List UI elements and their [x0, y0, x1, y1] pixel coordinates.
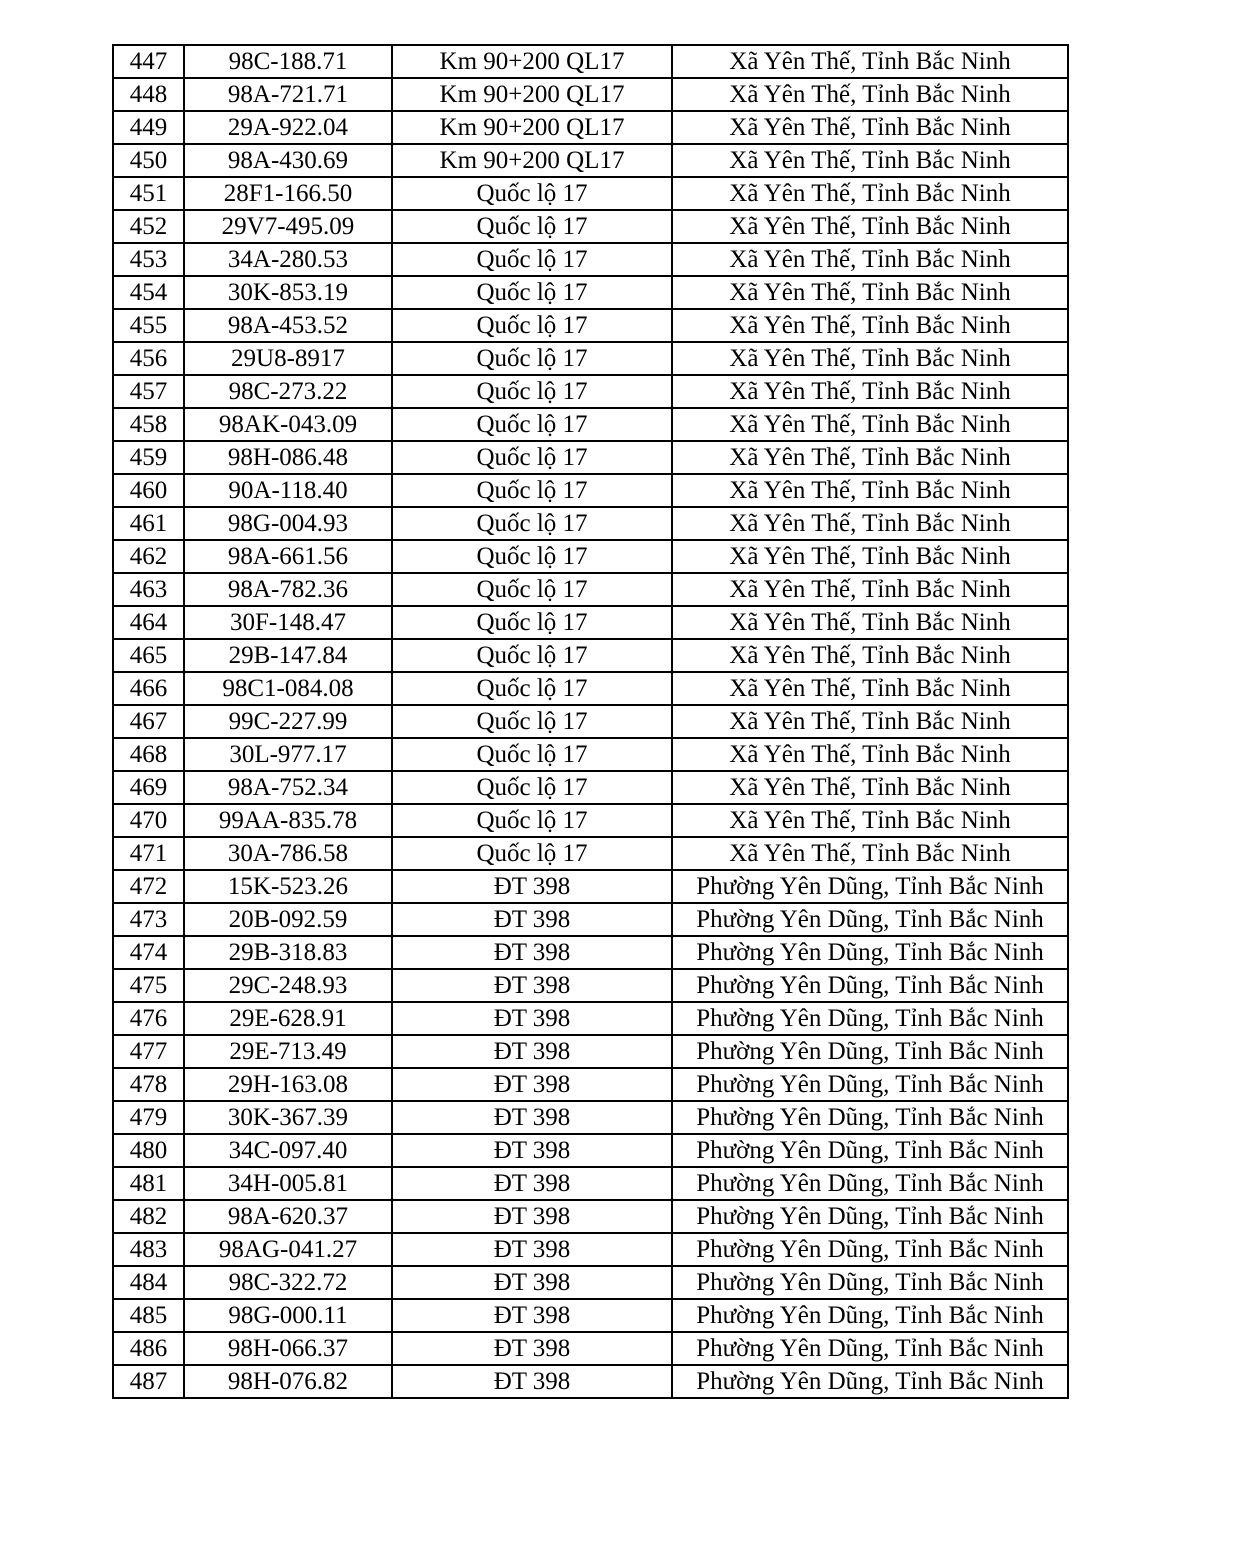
table-row: [113, 342, 1068, 375]
violation-location-cell: Quốc lộ 17: [392, 243, 672, 276]
row-number-cell: 451: [113, 177, 184, 210]
violation-location-cell: ĐT 398: [392, 1365, 672, 1398]
table-row: [113, 507, 1068, 540]
local-unit-cell: Xã Yên Thế, Tỉnh Bắc Ninh: [672, 672, 1068, 705]
local-unit-cell: Xã Yên Thế, Tỉnh Bắc Ninh: [672, 111, 1068, 144]
row-number-cell: 456: [113, 342, 184, 375]
table-row: [113, 738, 1068, 771]
local-unit-cell: Phường Yên Dũng, Tỉnh Bắc Ninh: [672, 969, 1068, 1002]
violation-location-cell: Km 90+200 QL17: [392, 45, 672, 78]
table-row: [113, 375, 1068, 408]
table-row: [113, 276, 1068, 309]
license-plate-cell: 99AA-835.78: [184, 804, 392, 837]
table-row: [113, 1035, 1068, 1068]
table-row: [113, 1134, 1068, 1167]
row-number-cell: 449: [113, 111, 184, 144]
table-row: [113, 903, 1068, 936]
row-number-cell: 469: [113, 771, 184, 804]
table-row: [113, 606, 1068, 639]
license-plate-cell: 29E-628.91: [184, 1002, 392, 1035]
row-number-cell: 475: [113, 969, 184, 1002]
violation-location-cell: ĐT 398: [392, 870, 672, 903]
table-body: [113, 45, 1068, 1398]
table-row: [113, 1233, 1068, 1266]
license-plate-cell: 98A-453.52: [184, 309, 392, 342]
local-unit-cell: Phường Yên Dũng, Tỉnh Bắc Ninh: [672, 1200, 1068, 1233]
local-unit-cell: Xã Yên Thế, Tỉnh Bắc Ninh: [672, 837, 1068, 870]
table-row: [113, 936, 1068, 969]
local-unit-cell: Xã Yên Thế, Tỉnh Bắc Ninh: [672, 177, 1068, 210]
violation-location-cell: ĐT 398: [392, 1002, 672, 1035]
license-plate-cell: 29C-248.93: [184, 969, 392, 1002]
row-number-cell: 448: [113, 78, 184, 111]
local-unit-cell: Xã Yên Thế, Tỉnh Bắc Ninh: [672, 540, 1068, 573]
license-plate-cell: 30K-367.39: [184, 1101, 392, 1134]
local-unit-cell: Phường Yên Dũng, Tỉnh Bắc Ninh: [672, 1101, 1068, 1134]
row-number-cell: 487: [113, 1365, 184, 1398]
local-unit-cell: Xã Yên Thế, Tỉnh Bắc Ninh: [672, 144, 1068, 177]
row-number-cell: 482: [113, 1200, 184, 1233]
row-number-cell: 466: [113, 672, 184, 705]
license-plate-cell: 98C1-084.08: [184, 672, 392, 705]
row-number-cell: 468: [113, 738, 184, 771]
violation-location-cell: Km 90+200 QL17: [392, 78, 672, 111]
row-number-cell: 461: [113, 507, 184, 540]
violation-location-cell: ĐT 398: [392, 1035, 672, 1068]
row-number-cell: 480: [113, 1134, 184, 1167]
license-plate-cell: 98C-188.71: [184, 45, 392, 78]
violation-location-cell: Quốc lộ 17: [392, 705, 672, 738]
license-plate-cell: 29U8-8917: [184, 342, 392, 375]
violation-location-cell: Quốc lộ 17: [392, 606, 672, 639]
local-unit-cell: Xã Yên Thế, Tỉnh Bắc Ninh: [672, 474, 1068, 507]
violation-location-cell: Km 90+200 QL17: [392, 111, 672, 144]
local-unit-cell: Xã Yên Thế, Tỉnh Bắc Ninh: [672, 573, 1068, 606]
license-plate-cell: 29B-147.84: [184, 639, 392, 672]
violation-location-cell: Quốc lộ 17: [392, 540, 672, 573]
row-number-cell: 481: [113, 1167, 184, 1200]
license-plate-cell: 98A-430.69: [184, 144, 392, 177]
local-unit-cell: Xã Yên Thế, Tỉnh Bắc Ninh: [672, 276, 1068, 309]
license-plate-cell: 98C-322.72: [184, 1266, 392, 1299]
table-row: [113, 45, 1068, 78]
row-number-cell: 452: [113, 210, 184, 243]
violation-location-cell: ĐT 398: [392, 969, 672, 1002]
row-number-cell: 457: [113, 375, 184, 408]
table-row: [113, 540, 1068, 573]
row-number-cell: 460: [113, 474, 184, 507]
violation-location-cell: ĐT 398: [392, 1332, 672, 1365]
row-number-cell: 479: [113, 1101, 184, 1134]
violation-location-cell: ĐT 398: [392, 1299, 672, 1332]
table-row: [113, 837, 1068, 870]
table-row: [113, 804, 1068, 837]
local-unit-cell: Xã Yên Thế, Tỉnh Bắc Ninh: [672, 804, 1068, 837]
local-unit-cell: Xã Yên Thế, Tỉnh Bắc Ninh: [672, 78, 1068, 111]
local-unit-cell: Xã Yên Thế, Tỉnh Bắc Ninh: [672, 738, 1068, 771]
table-row: [113, 870, 1068, 903]
table-row: [113, 1068, 1068, 1101]
local-unit-cell: Phường Yên Dũng, Tỉnh Bắc Ninh: [672, 1167, 1068, 1200]
license-plate-cell: 99C-227.99: [184, 705, 392, 738]
violation-location-cell: Quốc lộ 17: [392, 672, 672, 705]
local-unit-cell: Xã Yên Thế, Tỉnh Bắc Ninh: [672, 342, 1068, 375]
violation-location-cell: Quốc lộ 17: [392, 177, 672, 210]
row-number-cell: 447: [113, 45, 184, 78]
local-unit-cell: Phường Yên Dũng, Tỉnh Bắc Ninh: [672, 870, 1068, 903]
local-unit-cell: Xã Yên Thế, Tỉnh Bắc Ninh: [672, 309, 1068, 342]
license-plate-cell: 90A-118.40: [184, 474, 392, 507]
local-unit-cell: Xã Yên Thế, Tỉnh Bắc Ninh: [672, 639, 1068, 672]
row-number-cell: 477: [113, 1035, 184, 1068]
violation-location-cell: Quốc lộ 17: [392, 474, 672, 507]
license-plate-cell: 20B-092.59: [184, 903, 392, 936]
row-number-cell: 485: [113, 1299, 184, 1332]
license-plate-cell: 34H-005.81: [184, 1167, 392, 1200]
row-number-cell: 483: [113, 1233, 184, 1266]
local-unit-cell: Xã Yên Thế, Tỉnh Bắc Ninh: [672, 45, 1068, 78]
violation-location-cell: ĐT 398: [392, 1233, 672, 1266]
row-number-cell: 463: [113, 573, 184, 606]
row-number-cell: 454: [113, 276, 184, 309]
license-plate-cell: 98AG-041.27: [184, 1233, 392, 1266]
violation-location-cell: Quốc lộ 17: [392, 408, 672, 441]
license-plate-cell: 30K-853.19: [184, 276, 392, 309]
local-unit-cell: Xã Yên Thế, Tỉnh Bắc Ninh: [672, 408, 1068, 441]
license-plate-cell: 30A-786.58: [184, 837, 392, 870]
table-row: [113, 78, 1068, 111]
license-plate-cell: 29E-713.49: [184, 1035, 392, 1068]
violation-location-cell: ĐT 398: [392, 1101, 672, 1134]
local-unit-cell: Xã Yên Thế, Tỉnh Bắc Ninh: [672, 771, 1068, 804]
table-row: [113, 309, 1068, 342]
violation-location-cell: Quốc lộ 17: [392, 309, 672, 342]
table-row: [113, 111, 1068, 144]
violation-location-cell: Quốc lộ 17: [392, 738, 672, 771]
local-unit-cell: Phường Yên Dũng, Tỉnh Bắc Ninh: [672, 1365, 1068, 1398]
local-unit-cell: Xã Yên Thế, Tỉnh Bắc Ninh: [672, 243, 1068, 276]
license-plate-cell: 98A-620.37: [184, 1200, 392, 1233]
local-unit-cell: Phường Yên Dũng, Tỉnh Bắc Ninh: [672, 1035, 1068, 1068]
violation-location-cell: Quốc lộ 17: [392, 804, 672, 837]
row-number-cell: 473: [113, 903, 184, 936]
license-plate-cell: 98A-721.71: [184, 78, 392, 111]
license-plate-cell: 98A-752.34: [184, 771, 392, 804]
local-unit-cell: Xã Yên Thế, Tỉnh Bắc Ninh: [672, 375, 1068, 408]
local-unit-cell: Phường Yên Dũng, Tỉnh Bắc Ninh: [672, 1002, 1068, 1035]
violation-location-cell: ĐT 398: [392, 936, 672, 969]
local-unit-cell: Phường Yên Dũng, Tỉnh Bắc Ninh: [672, 936, 1068, 969]
table-row: [113, 441, 1068, 474]
violation-location-cell: ĐT 398: [392, 1200, 672, 1233]
violation-location-cell: Quốc lộ 17: [392, 771, 672, 804]
local-unit-cell: Phường Yên Dũng, Tỉnh Bắc Ninh: [672, 903, 1068, 936]
row-number-cell: 486: [113, 1332, 184, 1365]
row-number-cell: 470: [113, 804, 184, 837]
local-unit-cell: Phường Yên Dũng, Tỉnh Bắc Ninh: [672, 1332, 1068, 1365]
violation-location-cell: Quốc lộ 17: [392, 441, 672, 474]
row-number-cell: 472: [113, 870, 184, 903]
table-row: [113, 177, 1068, 210]
license-plate-cell: 98A-782.36: [184, 573, 392, 606]
violation-location-cell: Quốc lộ 17: [392, 639, 672, 672]
table-row: [113, 1101, 1068, 1134]
table-row: [113, 573, 1068, 606]
license-plate-cell: 98H-076.82: [184, 1365, 392, 1398]
table-row: [113, 771, 1068, 804]
violation-location-cell: ĐT 398: [392, 1068, 672, 1101]
row-number-cell: 465: [113, 639, 184, 672]
license-plate-cell: 98H-086.48: [184, 441, 392, 474]
license-plate-cell: 34A-280.53: [184, 243, 392, 276]
violation-location-cell: ĐT 398: [392, 1266, 672, 1299]
license-plate-cell: 34C-097.40: [184, 1134, 392, 1167]
table-row: [113, 474, 1068, 507]
table-row: [113, 1332, 1068, 1365]
license-plate-cell: 98H-066.37: [184, 1332, 392, 1365]
local-unit-cell: Phường Yên Dũng, Tỉnh Bắc Ninh: [672, 1134, 1068, 1167]
row-number-cell: 464: [113, 606, 184, 639]
license-plate-cell: 98G-004.93: [184, 507, 392, 540]
license-plate-cell: 29B-318.83: [184, 936, 392, 969]
violation-location-cell: Quốc lộ 17: [392, 507, 672, 540]
local-unit-cell: Xã Yên Thế, Tỉnh Bắc Ninh: [672, 705, 1068, 738]
license-plate-cell: 98C-273.22: [184, 375, 392, 408]
license-plate-cell: 98G-000.11: [184, 1299, 392, 1332]
violation-location-cell: Quốc lộ 17: [392, 210, 672, 243]
table-row: [113, 210, 1068, 243]
row-number-cell: 450: [113, 144, 184, 177]
table-row: [113, 1200, 1068, 1233]
table-row: [113, 243, 1068, 276]
row-number-cell: 476: [113, 1002, 184, 1035]
local-unit-cell: Xã Yên Thế, Tỉnh Bắc Ninh: [672, 606, 1068, 639]
local-unit-cell: Phường Yên Dũng, Tỉnh Bắc Ninh: [672, 1299, 1068, 1332]
violation-location-cell: Quốc lộ 17: [392, 837, 672, 870]
table-row: [113, 1365, 1068, 1398]
row-number-cell: 478: [113, 1068, 184, 1101]
violation-location-cell: ĐT 398: [392, 1134, 672, 1167]
violation-location-cell: Quốc lộ 17: [392, 573, 672, 606]
local-unit-cell: Xã Yên Thế, Tỉnh Bắc Ninh: [672, 210, 1068, 243]
row-number-cell: 484: [113, 1266, 184, 1299]
row-number-cell: 471: [113, 837, 184, 870]
row-number-cell: 474: [113, 936, 184, 969]
row-number-cell: 467: [113, 705, 184, 738]
local-unit-cell: Xã Yên Thế, Tỉnh Bắc Ninh: [672, 507, 1068, 540]
table-row: [113, 1266, 1068, 1299]
row-number-cell: 455: [113, 309, 184, 342]
local-unit-cell: Phường Yên Dũng, Tỉnh Bắc Ninh: [672, 1233, 1068, 1266]
violation-location-cell: Quốc lộ 17: [392, 342, 672, 375]
license-plate-cell: 98A-661.56: [184, 540, 392, 573]
row-number-cell: 458: [113, 408, 184, 441]
table-row: [113, 1299, 1068, 1332]
row-number-cell: 462: [113, 540, 184, 573]
license-plate-cell: 15K-523.26: [184, 870, 392, 903]
license-plate-cell: 98AK-043.09: [184, 408, 392, 441]
table-row: [113, 705, 1068, 738]
table-row: [113, 1167, 1068, 1200]
violations-table: [112, 44, 1069, 1399]
license-plate-cell: 29V7-495.09: [184, 210, 392, 243]
local-unit-cell: Phường Yên Dũng, Tỉnh Bắc Ninh: [672, 1266, 1068, 1299]
local-unit-cell: Phường Yên Dũng, Tỉnh Bắc Ninh: [672, 1068, 1068, 1101]
table-row: [113, 408, 1068, 441]
row-number-cell: 453: [113, 243, 184, 276]
violation-location-cell: ĐT 398: [392, 903, 672, 936]
license-plate-cell: 29H-163.08: [184, 1068, 392, 1101]
table-row: [113, 144, 1068, 177]
license-plate-cell: 30F-148.47: [184, 606, 392, 639]
license-plate-cell: 30L-977.17: [184, 738, 392, 771]
violation-location-cell: ĐT 398: [392, 1167, 672, 1200]
local-unit-cell: Xã Yên Thế, Tỉnh Bắc Ninh: [672, 441, 1068, 474]
license-plate-cell: 28F1-166.50: [184, 177, 392, 210]
table-row: [113, 1002, 1068, 1035]
table-row: [113, 672, 1068, 705]
violation-location-cell: Quốc lộ 17: [392, 375, 672, 408]
violation-location-cell: Quốc lộ 17: [392, 276, 672, 309]
table-row: [113, 969, 1068, 1002]
row-number-cell: 459: [113, 441, 184, 474]
violation-location-cell: Km 90+200 QL17: [392, 144, 672, 177]
license-plate-cell: 29A-922.04: [184, 111, 392, 144]
table-row: [113, 639, 1068, 672]
